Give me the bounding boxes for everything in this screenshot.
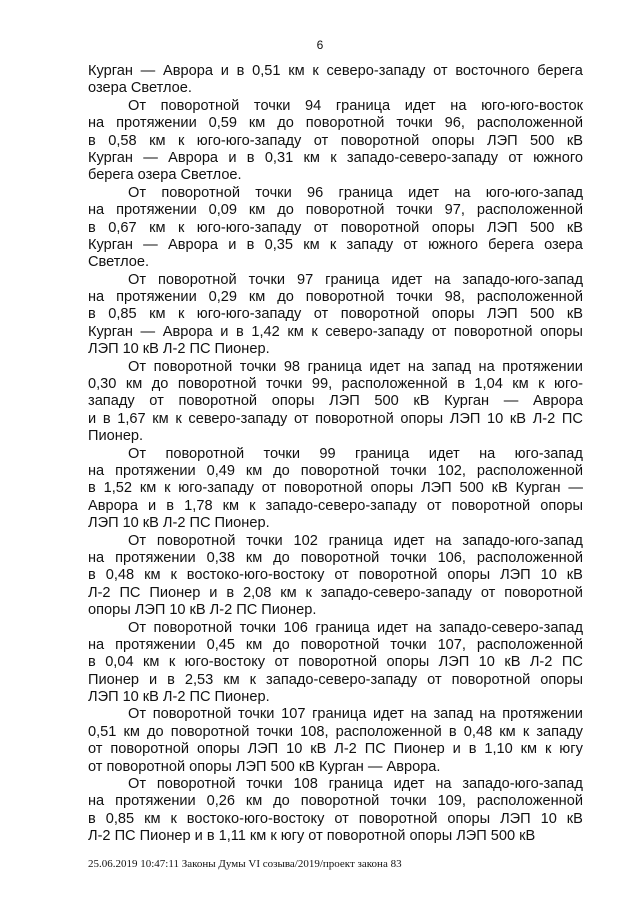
text-line: Аврора и в 1,78 км к западо-северо-западу от поворотной опоры	[88, 497, 583, 514]
text-line: и в 1,67 км к северо-западу от поворотной опоры ЛЭП 10 кВ Л-2 ПС	[88, 410, 583, 427]
text-line: ЛЭП 10 кВ Л-2 ПС Пионер.	[88, 341, 270, 358]
text-line: Пионер и в 2,53 км к западо-северо-западу от поворотной опоры	[88, 671, 583, 688]
text-line: ЛЭП 10 кВ Л-2 ПС Пионер.	[88, 689, 270, 706]
paragraph	[88, 776, 583, 846]
text-line: в 1,52 км к юго-западу от поворотной опоры ЛЭП 500 кВ Курган —	[88, 480, 583, 497]
paragraph	[88, 185, 583, 272]
text-line: Курган — Аврора и в 0,35 км к западу от южного берега озера	[88, 236, 583, 253]
text-line: в 0,85 км к юго-юго-западу от поворотной опоры ЛЭП 500 кВ	[88, 306, 583, 323]
text-line: Курган — Аврора и в 0,51 км к северо-западу от восточного берега	[88, 63, 583, 79]
text-line: Л-2 ПС Пионер и в 1,11 км к югу от поворотной опоры ЛЭП 500 кВ	[88, 828, 536, 845]
paragraph	[88, 272, 583, 359]
text-line: западу от поворотной опоры ЛЭП 500 кВ Курган — Аврора	[88, 393, 583, 410]
text-line: в 0,48 км к востоко-юго-востоку от поворотной опоры ЛЭП 10 кВ	[88, 567, 583, 584]
paragraph	[88, 98, 583, 185]
paragraph	[88, 359, 583, 446]
paragraph	[88, 620, 583, 707]
text-line: на протяжении 0,26 км до поворотной точки 109, расположенной	[88, 793, 583, 810]
paragraph	[88, 63, 583, 98]
text-line: Пионер.	[88, 428, 144, 445]
text-line: ЛЭП 10 кВ Л-2 ПС Пионер.	[88, 515, 270, 532]
text-line: Л-2 ПС Пионер и в 2,08 км к западо-северо-западу от поворотной	[88, 584, 583, 601]
text-line: в 0,58 км к юго-юго-западу от поворотной опоры ЛЭП 500 кВ	[88, 132, 583, 149]
text-line: на протяжении 0,38 км до поворотной точки 106, расположенной	[88, 549, 583, 566]
text-line: на протяжении 0,49 км до поворотной точки 102, расположенной	[88, 462, 583, 479]
paragraph	[88, 706, 583, 776]
text-line: От поворотной точки 108 граница идет на западо-юго-запад	[128, 776, 583, 793]
text-line: От поворотной точки 106 граница идет на западо-северо-запад	[128, 619, 583, 636]
text-line: на протяжении 0,09 км до поворотной точки 97, расположенной	[88, 202, 583, 219]
text-line: в 0,04 км к юго-востоку от поворотной опоры ЛЭП 10 кВ Л-2 ПС	[88, 654, 583, 671]
text-line: От поворотной точки 107 граница идет на запад на протяжении	[128, 706, 583, 723]
text-line: Курган — Аврора и в 1,42 км к северо-западу от поворотной опоры	[88, 323, 583, 340]
text-line: на протяжении 0,45 км до поворотной точки 107, расположенной	[88, 636, 583, 653]
text-line: от поворотной опоры ЛЭП 10 кВ Л-2 ПС Пионер и в 1,10 км к югу	[88, 741, 583, 758]
text-line: на протяжении 0,29 км до поворотной точки 98, расположенной	[88, 289, 583, 306]
text-line: От поворотной точки 94 граница идет на юго-юго-восток	[128, 97, 583, 114]
text-line: от поворотной опоры ЛЭП 500 кВ Курган — Аврора.	[88, 758, 441, 775]
paragraph	[88, 446, 583, 533]
text-line: в 0,67 км к юго-юго-западу от поворотной опоры ЛЭП 500 кВ	[88, 219, 583, 236]
text-line: опоры ЛЭП 10 кВ Л-2 ПС Пионер.	[88, 602, 317, 619]
text-line: в 0,85 км к востоко-юго-востоку от поворотной опоры ЛЭП 10 кВ	[88, 810, 583, 827]
page-footer: 25.06.2019 10:47:11 Законы Думы VI созыва/2019/проект закона 83	[88, 858, 402, 870]
text-line: От поворотной точки 99 граница идет на юго-запад	[128, 445, 583, 462]
text-line: От поворотной точки 96 граница идет на юго-юго-запад	[128, 184, 583, 201]
paragraph	[88, 533, 583, 620]
page-number: 6	[316, 38, 324, 52]
text-line: на протяжении 0,59 км до поворотной точки 96, расположенной	[88, 115, 583, 132]
text-line: От поворотной точки 98 граница идет на запад на протяжении	[128, 358, 583, 375]
text-line: 0,30 км до поворотной точки 99, расположенной в 1,04 км к юго-	[88, 376, 583, 393]
document-body	[88, 63, 583, 846]
text-line: Светлое.	[88, 254, 150, 271]
text-line: От поворотной точки 97 граница идет на западо-юго-запад	[128, 271, 583, 288]
text-line: 0,51 км до поворотной точки 108, расположенной в 0,48 км к западу	[88, 723, 583, 740]
text-line: Курган — Аврора и в 0,31 км к западо-северо-западу от южного	[88, 149, 583, 166]
text-line: берега озера Светлое.	[88, 167, 242, 184]
text-line: озера Светлое.	[88, 80, 192, 97]
text-line: От поворотной точки 102 граница идет на западо-юго-запад	[128, 532, 583, 549]
